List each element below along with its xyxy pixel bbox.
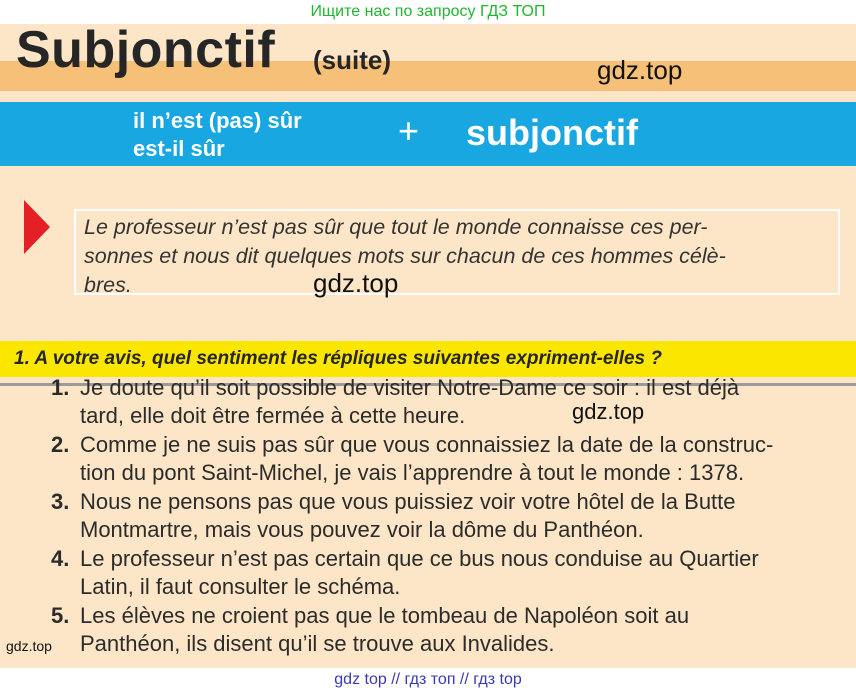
item-text: Le professeur n’est pas certain que ce bus nous conduise au Quartier xyxy=(80,546,759,571)
example-line: Le professeur n’est pas sûr que tout le monde connaisse ces per- xyxy=(84,215,708,239)
example-line: bres. xyxy=(84,273,132,297)
rule-result: subjonctif xyxy=(466,112,638,153)
item-text: Latin, il faut consulter le schéma. xyxy=(80,574,401,599)
plus-sign: + xyxy=(398,110,420,151)
item-text: tion du pont Saint-Michel, je vais l’apprendre à tout le monde : 1378. xyxy=(80,460,745,485)
item-text: Montmartre, mais vous pouvez voir la dôme du Panthéon. xyxy=(80,517,644,542)
watermark: gdz.top xyxy=(313,268,399,298)
item-text: Les élèves ne croient pas que le tombeau de Napoléon soit au xyxy=(80,603,690,628)
item-text: Panthéon, ils disent qu’il se trouve aux Invalides. xyxy=(80,631,555,656)
item-number: 5. xyxy=(51,603,70,628)
item-number: 3. xyxy=(51,489,70,514)
item-number: 1. xyxy=(51,375,70,400)
item-text: Je doute qu’il soit possible de visiter Notre-Dame ce soir : il est déjà xyxy=(80,375,740,400)
item-text: Nous ne pensons pas que vous puissiez voir votre hôtel de la Butte xyxy=(80,489,736,514)
item-number: 4. xyxy=(51,546,70,571)
grammar-rule-bar xyxy=(0,102,856,166)
item-number: 2. xyxy=(51,432,70,457)
exercise-title: 1. A votre avis, quel sentiment les répliques suivantes expriment-elles ? xyxy=(14,348,662,369)
example-box xyxy=(74,209,840,295)
red-arrow-icon xyxy=(24,200,50,254)
rule-expression-2: est-il sûr xyxy=(133,136,225,161)
example-line: sonnes et nous dit quelques mots sur chacun de ces hommes célè- xyxy=(84,244,726,268)
page-title-suffix: (suite) xyxy=(313,45,391,75)
rule-expression-1: il n’est (pas) sûr xyxy=(133,108,302,133)
bottom-banner-link[interactable]: gdz top // гдз топ // гдз top xyxy=(334,671,522,688)
page-title: Subjonctif xyxy=(16,21,276,79)
watermark: gdz.top xyxy=(597,55,683,85)
watermark: gdz.top xyxy=(6,638,52,654)
watermark: gdz.top xyxy=(572,399,645,424)
exercise-header-bar xyxy=(0,341,856,377)
item-text: Comme je ne suis pas sûr que vous connaissiez la date de la construc- xyxy=(80,432,774,457)
top-banner-link[interactable]: Ищите нас по запросу ГДЗ ТОП xyxy=(310,3,546,20)
item-text: tard, elle doit être fermée à cette heure. xyxy=(80,403,466,428)
